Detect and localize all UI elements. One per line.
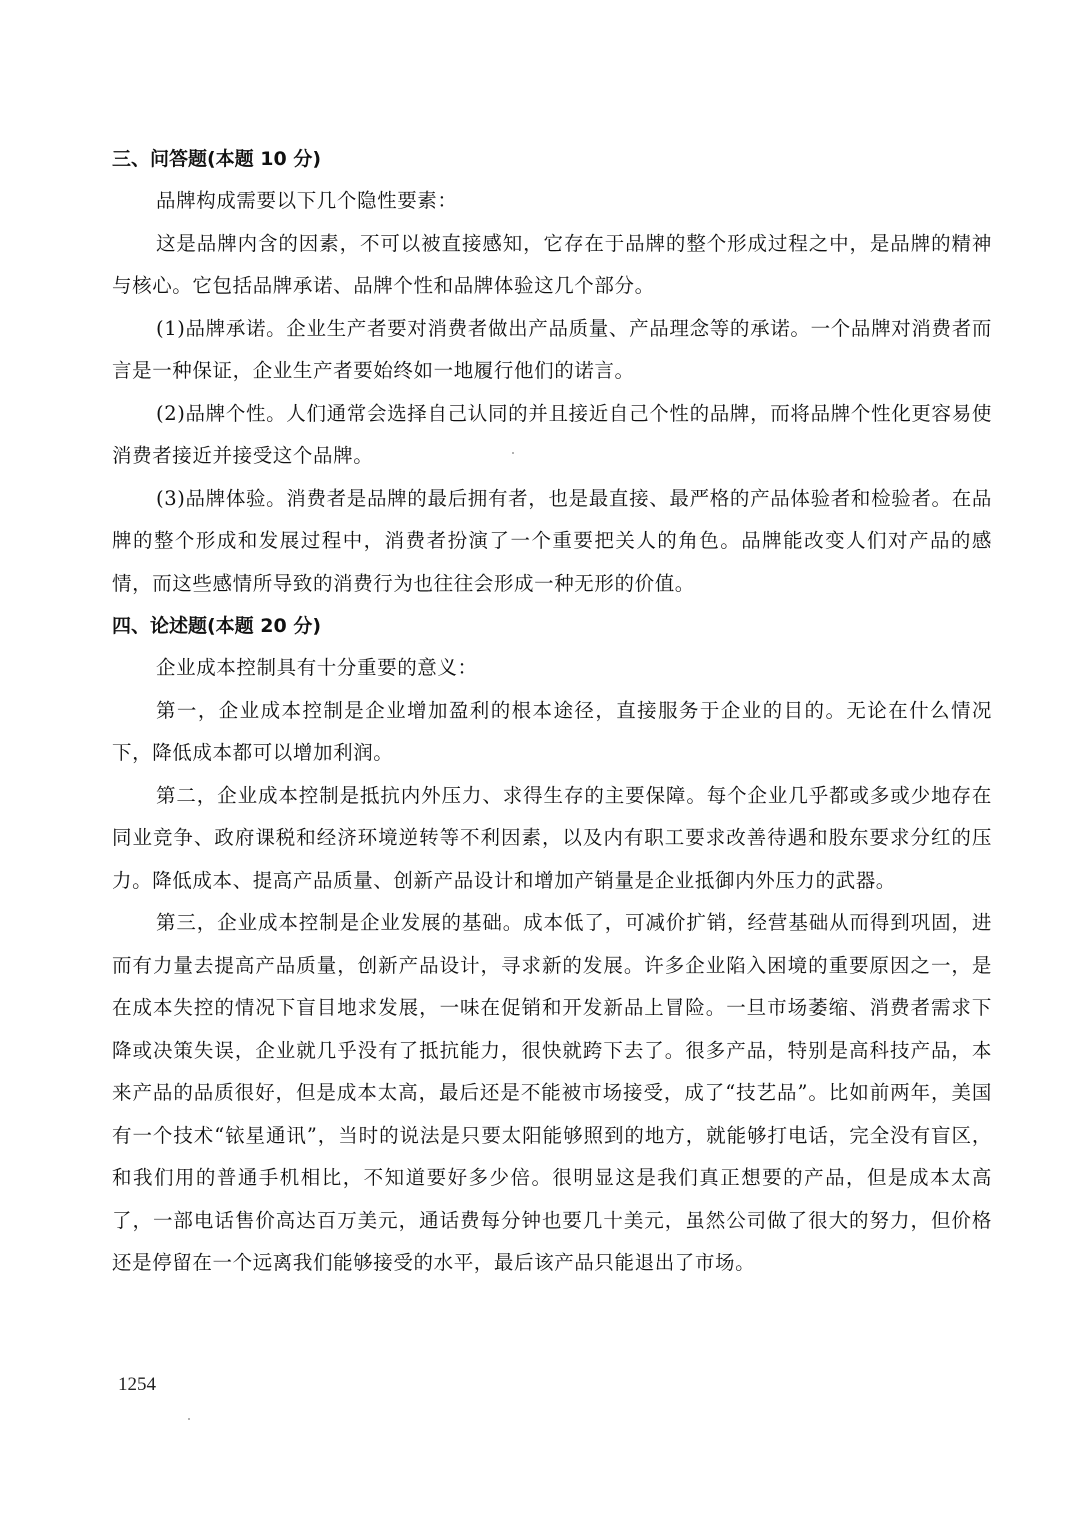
section-3-paragraph: 品牌构成需要以下几个隐性要素： [156, 189, 458, 212]
scan-speck [512, 452, 514, 454]
section-3-paragraph: (3)品牌体验。消费者是品牌的最后拥有者，也是最直接、最严格的产品体验者和检验者。在品牌的整个形成和发展过程中，消费者扮演了一个重要把关人的角色。品牌能改变人们对产品的感情，而这些感情所导致的消费行为也往往会形成一种无形的价值。 [112, 486, 992, 595]
section-4-heading: 四、论述题(本题 20 分) [112, 615, 322, 637]
page-number: 1254 [118, 1374, 156, 1395]
section-4-paragraph: 企业成本控制具有十分重要的意义： [156, 656, 478, 679]
section-3-paragraph: (2)品牌个性。人们通常会选择自己认同的并且接近自己个性的品牌，而将品牌个性化更容易使消费者接近并接受这个品牌。 [112, 401, 992, 467]
section-3-paragraph: (1)品牌承诺。企业生产者要对消费者做出产品质量、产品理念等的承诺。一个品牌对消费者而言是一种保证，企业生产者要始终如一地履行他们的诺言。 [112, 316, 992, 382]
section-4-paragraph: 第一，企业成本控制是企业增加盈利的根本途径，直接服务于企业的目的。无论在什么情况下，降低成本都可以增加利润。 [112, 698, 992, 764]
section-3-paragraph: 这是品牌内含的因素，不可以被直接感知，它存在于品牌的整个形成过程之中，是品牌的精神与核心。它包括品牌承诺、品牌个性和品牌体验这几个部分。 [112, 231, 992, 297]
scan-speck [188, 1418, 190, 1420]
section-4-paragraph: 第二，企业成本控制是抵抗内外压力、求得生存的主要保障。每个企业几乎都或多或少地存在同业竞争、政府课税和经济环境逆转等不利因素，以及内有职工要求改善待遇和股东要求分红的压力。降低成本、提高产品质量、创新产品设计和增加产销量是企业抵御内外压力的武器。 [112, 783, 992, 892]
section-4-paragraph: 第三，企业成本控制是企业发展的基础。成本低了，可减价扩销，经营基础从而得到巩固，进而有力量去提高产品质量，创新产品设计，寻求新的发展。许多企业陷入困境的重要原因之一，是在成本失控的情况下盲目地求发展，一味在促销和开发新品上冒险。一旦市场萎缩、消费者需求下降或决策失误，企业就几乎没有了抵抗能力，很快就跨下去了。很多产品，特别是高科技产品，本来产品的品质很好，但是成本太高，最后还是不能被市场接受，成了“技艺品”。比如前两年，美国有一个技术“铱星通讯”，当时的说法是只要太阳能够照到的地方，就能够打电话，完全没有盲区，和我们用的普通手机相比，不知道要好多少倍。很明显这是我们真正想要的产品，但是成本太高了，一部电话售价高达百万美元，通话费每分钟也要几十美元，虽然公司做了很大的努力，但价格还是停留在一个远离我们能够接受的水平，最后该产品只能退出了市场。 [112, 911, 992, 1274]
section-3-heading: 三、问答题(本题 10 分) [112, 148, 322, 170]
page-content [112, 138, 992, 1285]
